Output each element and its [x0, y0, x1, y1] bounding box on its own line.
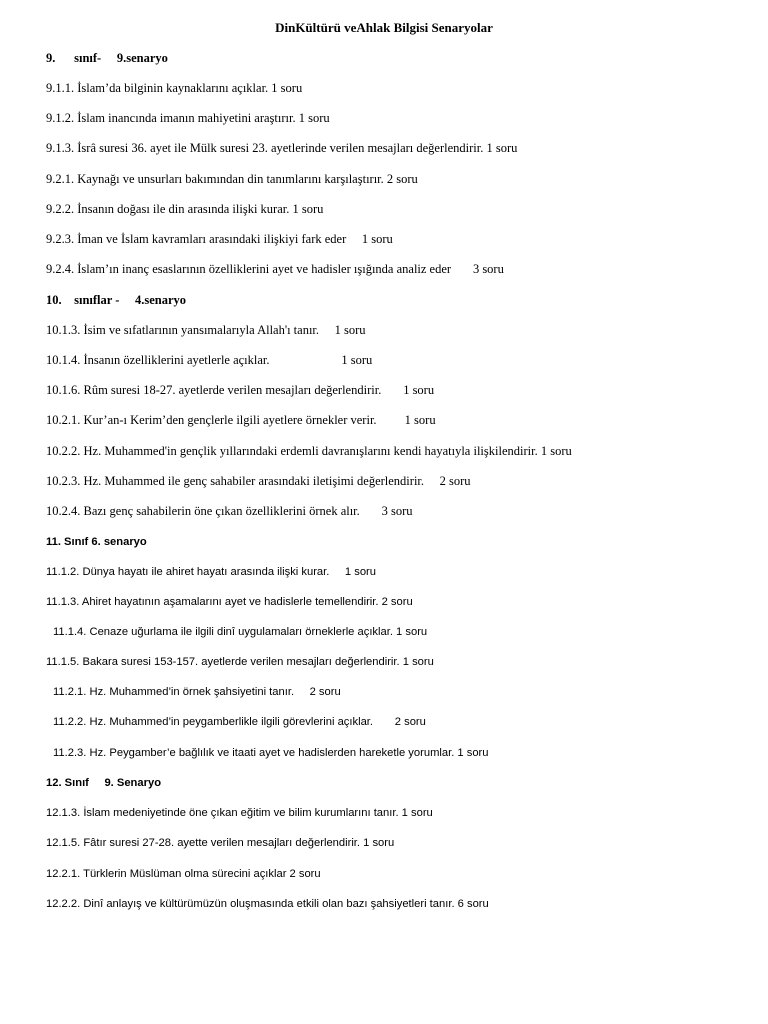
outcome-line: 9.2.3. İman ve İslam kavramları arasındaki ilişkiyi fark eder 1 soru	[46, 232, 393, 246]
outcome-line: 9.2.4. İslam’ın inanç esaslarının özelliklerini ayet ve hadisler ışığında analiz eder 3 soru	[46, 262, 504, 276]
outcome-line: 11.1.2. Dünya hayatı ile ahiret hayatı arasında ilişki kurar. 1 soru	[46, 566, 376, 578]
outcome-line: 10.2.2. Hz. Muhammed'in gençlik yıllarındaki erdemli davranışlarını kendi hayatıyla ilişkilendirir. 1 soru	[46, 444, 572, 458]
grade-11-heading: 11. Sınıf 6. senaryo	[46, 536, 147, 548]
outcome-line: 10.2.1. Kur’an-ı Kerim’den gençlerle ilgili ayetlere örnekler verir. 1 soru	[46, 413, 436, 427]
outcome-line: 10.2.3. Hz. Muhammed ile genç sahabiler arasındaki iletişimi değerlendirir. 2 soru	[46, 474, 471, 488]
document-title: DinKültürü veAhlak Bilgisi Senaryolar	[275, 20, 493, 35]
outcome-line: 10.1.3. İsim ve sıfatlarının yansımalarıyla Allah'ı tanır. 1 soru	[46, 323, 366, 337]
grade-10-heading: 10. sınıflar - 4.senaryo	[46, 293, 187, 307]
outcome-line: 12.1.5. Fâtır suresi 27-28. ayette verilen mesajları değerlendirir. 1 soru	[46, 837, 395, 849]
outcome-line: 9.1.3. İsrâ suresi 36. ayet ile Mülk suresi 23. ayetlerinde verilen mesajları değerlendirir. 1 soru	[46, 141, 518, 155]
outcome-line: 12.2.2. Dinî anlayış ve kültürümüzün oluşmasında etkili olan bazı şahsiyetleri tanır. 6 soru	[46, 898, 489, 910]
grade-12-heading: 12. Sınıf 9. Senaryo	[46, 777, 162, 789]
outcome-line: 11.1.4. Cenaze uğurlama ile ilgili dinî uygulamaları örneklerle açıklar. 1 soru	[53, 626, 428, 638]
outcome-line: 12.2.1. Türklerin Müslüman olma sürecini açıklar 2 soru	[46, 868, 321, 880]
outcome-line: 9.1.2. İslam inancında imanın mahiyetini araştırır. 1 soru	[46, 111, 330, 125]
grade-9-heading: 9. sınıf- 9.senaryo	[46, 51, 168, 65]
outcome-line: 10.1.4. İnsanın özelliklerini ayetlerle açıklar. 1 soru	[46, 353, 373, 367]
outcome-line: 11.2.2. Hz. Muhammed’in peygamberlikle ilgili görevlerini açıklar. 2 soru	[53, 716, 426, 728]
outcome-line: 11.1.3. Ahiret hayatının aşamalarını ayet ve hadislerle temellendirir. 2 soru	[46, 596, 413, 608]
outcome-line: 10.2.4. Bazı genç sahabilerin öne çıkan özelliklerini örnek alır. 3 soru	[46, 504, 413, 518]
outcome-line: 9.1.1. İslam’da bilginin kaynaklarını açıklar. 1 soru	[46, 81, 303, 95]
outcome-line: 11.2.3. Hz. Peygamber’e bağlılık ve itaati ayet ve hadislerden hareketle yorumlar. 1 soru	[53, 747, 489, 759]
outcome-line: 9.2.1. Kaynağı ve unsurları bakımından din tanımlarını karşılaştırır. 2 soru	[46, 172, 418, 186]
outcome-line: 11.2.1. Hz. Muhammed’in örnek şahsiyetini tanır. 2 soru	[53, 686, 341, 698]
outcome-line: 9.2.2. İnsanın doğası ile din arasında ilişki kurar. 1 soru	[46, 202, 324, 216]
outcome-line: 12.1.3. İslam medeniyetinde öne çıkan eğitim ve bilim kurumlarını tanır. 1 soru	[46, 807, 433, 819]
outcome-line: 10.1.6. Rûm suresi 18-27. ayetlerde verilen mesajları değerlendirir. 1 soru	[46, 383, 435, 397]
outcome-line: 11.1.5. Bakara suresi 153-157. ayetlerde verilen mesajları değerlendirir. 1 soru	[46, 656, 434, 668]
